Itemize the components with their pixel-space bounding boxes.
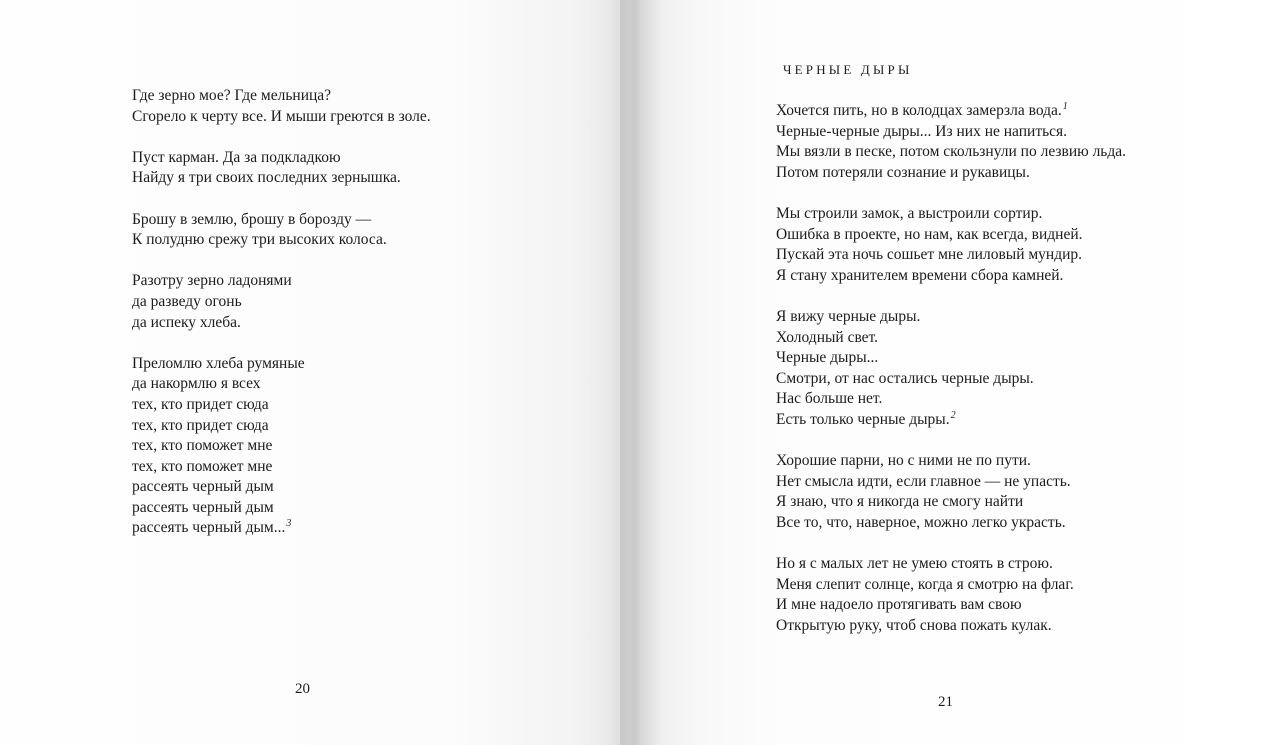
poem-line: Где зерно мое? Где мельница? [132,87,332,104]
poem-line: да накормлю я всех [132,375,261,393]
poem-line: Холодный свет. [776,328,879,346]
poem-line: Черные-черные дыры... Из них не напиться. [776,122,1068,140]
footnote-mark[interactable]: 2 [950,409,956,421]
stanza [776,307,1216,431]
poem-left-text [132,86,512,539]
poem-line: рассеять черный дым [132,498,274,516]
stanza [132,86,512,127]
poem-line-with-footnote [776,101,1216,122]
poem-line: К полудню срежу три высоких колоса. [132,231,387,249]
poem-line: Все то, что, наверное, можно легко украсть. [776,513,1066,531]
stanza [776,451,1216,533]
poem-line: тех, кто поможет мне [132,457,273,475]
poem-line-text: Есть только черные дыры. [776,410,950,428]
stanza [776,204,1216,286]
poem-line: рассеять черный дым [132,478,274,496]
poem-line: Мы вязли в песке, потом скользнули по лезвию льда. [776,143,1127,161]
footnote-mark[interactable]: 1 [1062,101,1068,112]
stanza [132,354,512,539]
stanza [132,271,512,333]
poem-line: Нет смысла идти, если главное — не упасть. [776,472,1071,490]
poem-line-text: Хочется пить, но в колодцах замерзла вода. [776,102,1062,119]
poem-line: Я стану хранителем времени сбора камней. [776,266,1064,284]
poem-line: Потом потеряли сознание и рукавицы. [776,163,1030,181]
poem-line: Пускай эта ночь сошьет мне лиловый мундир. [776,246,1083,264]
poem-line: Я знаю, что я никогда не смогу найти [776,493,1024,511]
stanza [776,554,1216,636]
poem-line: Черные дыры... [776,349,879,367]
poem-line: Смотри, от нас остались черные дыры. [776,369,1034,387]
poem-line: Нас больше нет. [776,390,883,408]
poem-line: Я вижу черные дыры. [776,307,921,325]
poem-line-with-footnote [132,518,512,539]
poem-title: ЧЕРНЫЕ ДЫРЫ [783,62,913,77]
poem-line: Преломлю хлеба румяные [132,354,305,372]
poem-line: тех, кто придет сюда [132,395,269,413]
page-number-left: 20 [295,681,310,697]
stanza [776,101,1216,183]
poem-line: Сгорело к черту все. И мыши греются в золе. [132,107,431,125]
poem-line: Мы строили замок, а выстроили сортир. [776,204,1043,222]
poem-line: И мне надоело протягивать вам свою [776,596,1022,614]
poem-right-text [776,101,1216,636]
poem-line: Брошу в землю, брошу в борозду — [132,210,372,228]
poem-line: тех, кто поможет мне [132,437,273,455]
poem-line: Но я с малых лет не умею стоять в строю. [776,555,1053,573]
poem-line: тех, кто придет сюда [132,416,269,434]
poem-line-with-footnote [776,410,1216,431]
poem-line: Открытую руку, чтоб снова пожать кулак. [776,616,1052,634]
poem-line: да испеку хлеба. [132,313,241,331]
poem-line: Пуст карман. Да за подкладкою [132,148,341,166]
stanza [132,210,512,251]
poem-line: Хорошие парни, но с ними не по пути. [776,452,1031,470]
footnote-mark[interactable]: 3 [286,518,292,530]
poem-line: Разотру зерно ладонями [132,272,292,290]
poem-line-text: рассеять черный дым... [132,519,286,537]
poem-line: Меня слепит солнце, когда я смотрю на флаг. [776,575,1074,593]
poem-line: Найду я три своих последних зернышка. [132,169,401,187]
poem-line: Ошибка в проекте, но нам, как всегда, видней. [776,225,1083,243]
stanza [132,148,512,189]
poem-line: да разведу огонь [132,292,242,310]
page-number-right: 21 [938,694,953,710]
